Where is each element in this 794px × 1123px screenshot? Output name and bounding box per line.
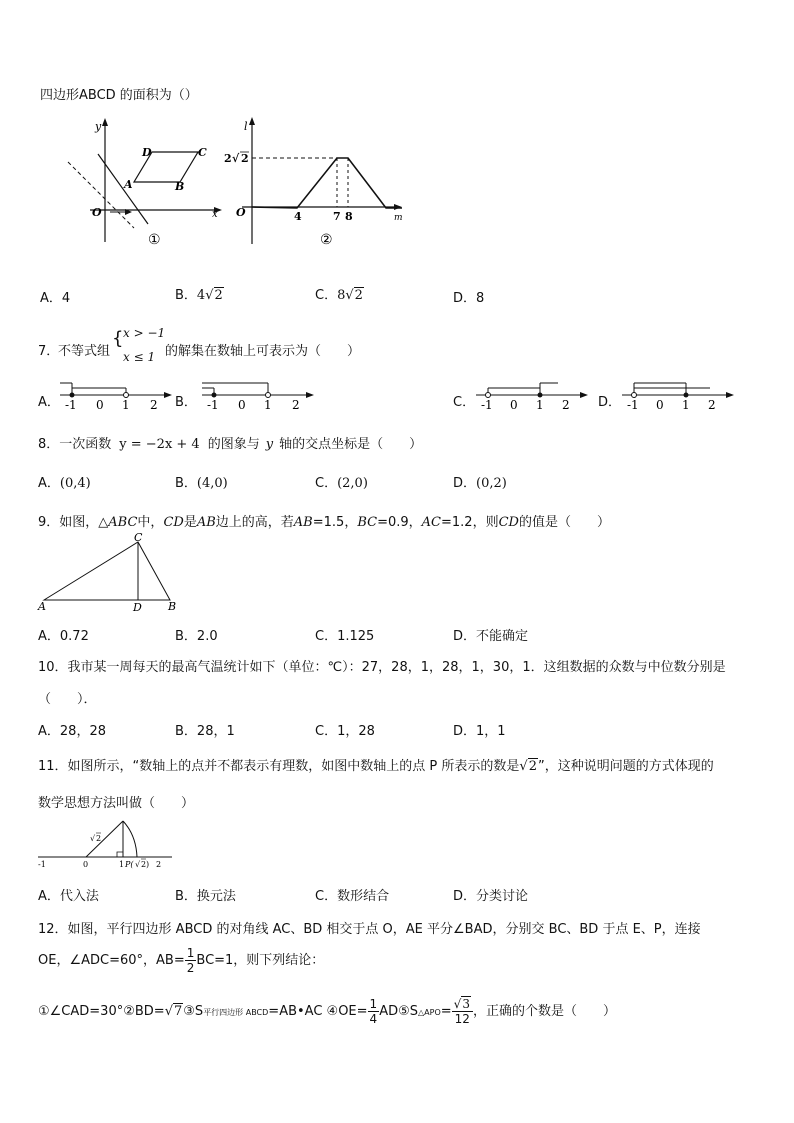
q11-fig-tick-1: 1: [119, 860, 125, 869]
q7-a-tick-m1: -1: [65, 398, 77, 412]
q8-option-a[interactable]: A．(0,4): [38, 476, 91, 491]
q11-stem-line2: 数学思想方法叫做（ ）: [38, 796, 195, 811]
q11-fig-tick-0: 0: [83, 860, 89, 869]
fig2-O-label: O: [236, 206, 246, 219]
q6-figure-1: [60, 112, 230, 252]
q9-triangle-figure: [36, 532, 186, 614]
q7-stem-post: 的解集在数轴上可表示为（ ）: [165, 344, 361, 359]
q11-stem-line1: 11．如图所示，“数轴上的点并不都表示有理数，如图中数轴上的点 P 所表示的数是√2”，这种说明问题的方式体现的: [38, 759, 714, 774]
q6-option-d[interactable]: D．8: [453, 291, 485, 306]
q7-option-a[interactable]: A．: [38, 395, 60, 410]
q7-ineq-2: x ≤ 1: [123, 350, 156, 364]
q11-fig-tick-m1: -1: [38, 860, 46, 869]
q7-b-tick-0: 0: [238, 398, 246, 412]
q7-b-tick-2: 2: [292, 398, 300, 412]
q6-option-b[interactable]: B．4√2: [175, 288, 223, 303]
q7-option-c[interactable]: C．: [453, 395, 476, 410]
q6-option-a[interactable]: A．4: [40, 291, 71, 306]
q7-a-tick-0: 0: [96, 398, 104, 412]
q9-A-label: A: [38, 600, 46, 613]
q7-a-tick-1: 1: [122, 398, 130, 412]
q10-stem-line2: （ ）．: [38, 692, 97, 707]
fig2-ytick-coef: 2: [224, 152, 232, 165]
q7-brace: {: [112, 328, 124, 349]
q11-fig-sqrt: √: [135, 860, 141, 869]
q7-b-tick-1: 1: [264, 398, 272, 412]
q12-stem-line2: OE，∠ADC=60°，AB= $\frac{1}{2}$ BC=1，则下列结论：: [38, 946, 325, 975]
q10-stem-line1: 10．我市某一周每天的最高气温统计如下（单位：℃）：27，28，1，28，1，30，1．这组数据的众数与中位数分别是: [38, 660, 726, 675]
q11-fig-P: P(: [125, 860, 134, 869]
q10-option-b[interactable]: B．28，1: [175, 724, 235, 739]
q9-C-label: C: [134, 532, 143, 544]
q9-option-d[interactable]: D．不能确定: [453, 629, 529, 644]
q9-stem: 9．如图，△ABC中，CD是AB边上的高，若AB=1.5，BC=0.9，AC=1.2，则CD的值是（ ）: [38, 515, 610, 530]
fig2-number: ②: [320, 232, 333, 248]
q7-c-tick-1: 1: [536, 398, 544, 412]
fig1-y-label: y: [95, 120, 102, 133]
fig1-D-label: D: [142, 146, 152, 159]
q11-fig-diag-sqrt: √: [90, 834, 96, 843]
q7-number: 7．: [38, 344, 60, 359]
q9-option-c[interactable]: C．1.125: [315, 629, 375, 644]
fig2-m-label: m: [394, 213, 403, 223]
q8-equation: y = −2x + 4: [119, 437, 200, 452]
q9-option-b[interactable]: B．2.0: [175, 629, 218, 644]
q7-d-numberline: [620, 376, 740, 412]
fig1-C-label: C: [198, 146, 207, 159]
fig1-x-label: x: [212, 209, 218, 220]
q8-option-d[interactable]: D．(0,2): [453, 476, 507, 491]
q11-option-d[interactable]: D．分类讨论: [453, 889, 529, 904]
fig2-tick-8: 8: [345, 210, 353, 223]
q10-option-d[interactable]: D．1，1: [453, 724, 506, 739]
q12-conclusions: ①∠CAD=30°②BD=√7③S平行四边形 ABCD=AB•AC ④OE= $\frac{1}{4}$ AD⑤S△APO= $\frac{√3}{12}$ ，正确的个数是（ ）: [38, 997, 616, 1026]
q7-d-tick-1: 1: [682, 398, 690, 412]
fig1-number: ①: [148, 232, 161, 248]
q7-d-tick-m1: -1: [627, 398, 639, 412]
q11-fig-tick-2: 2: [156, 860, 162, 869]
q7-c-numberline: [474, 376, 594, 412]
q11-fig-diag-rad: 2: [96, 834, 102, 843]
q7-b-numberline: [200, 376, 320, 412]
q8-option-c[interactable]: C．(2,0): [315, 476, 368, 491]
q6-option-c[interactable]: C．8√2: [315, 288, 363, 303]
q6-figure-2: [222, 112, 412, 252]
q10-option-a[interactable]: A．28，28: [38, 724, 106, 739]
q11-option-b[interactable]: B．换元法: [175, 889, 236, 904]
q9-D-label: D: [133, 601, 142, 614]
q7-b-tick-m1: -1: [207, 398, 219, 412]
q10-option-c[interactable]: C．1，28: [315, 724, 375, 739]
q7-c-tick-0: 0: [510, 398, 518, 412]
fig2-ytick-rad: 2: [241, 152, 249, 165]
q8-option-b[interactable]: B．(4,0): [175, 476, 228, 491]
q11-option-c[interactable]: C．数形结合: [315, 889, 390, 904]
fig2-tick-4: 4: [294, 210, 302, 223]
q8-stem: 8．一次函数 y = −2x + 4 的图象与 y 轴的交点坐标是（ ）: [38, 437, 423, 452]
q11-fig-rad: 2: [141, 860, 147, 869]
q7-d-tick-0: 0: [656, 398, 664, 412]
fig2-tick-7: 7: [333, 210, 341, 223]
q7-a-tick-2: 2: [150, 398, 158, 412]
q11-numberline-figure: [36, 815, 176, 873]
q7-d-tick-2: 2: [708, 398, 716, 412]
q7-option-d[interactable]: D．: [598, 395, 622, 410]
q7-a-numberline: [58, 376, 178, 412]
q11-option-a[interactable]: A．代入法: [38, 889, 99, 904]
fig2-sqrt-sign: √: [232, 152, 240, 165]
q9-option-a[interactable]: A．0.72: [38, 629, 89, 644]
q7-option-b[interactable]: B．: [175, 395, 197, 410]
q7-ineq-1: x > −1: [123, 326, 166, 340]
q7-c-tick-m1: -1: [481, 398, 493, 412]
fig1-B-label: B: [175, 180, 185, 193]
q11-fig-close: ): [146, 860, 150, 869]
fig1-O-label: O: [92, 206, 102, 219]
q7-c-tick-2: 2: [562, 398, 570, 412]
q12-stem-line1: 12．如图，平行四边形 ABCD 的对角线 AC、BD 相交于点 O，AE 平分∠BAD，分别交 BC、BD 于点 E、P，连接: [38, 922, 701, 937]
fig1-A-label: A: [124, 178, 133, 191]
q9-B-label: B: [168, 600, 177, 613]
q7-stem-pre: 不等式组: [58, 344, 111, 359]
q6-stem: 四边形ABCD 的面积为（）: [40, 88, 198, 103]
fig2-l-label: l: [244, 120, 248, 133]
